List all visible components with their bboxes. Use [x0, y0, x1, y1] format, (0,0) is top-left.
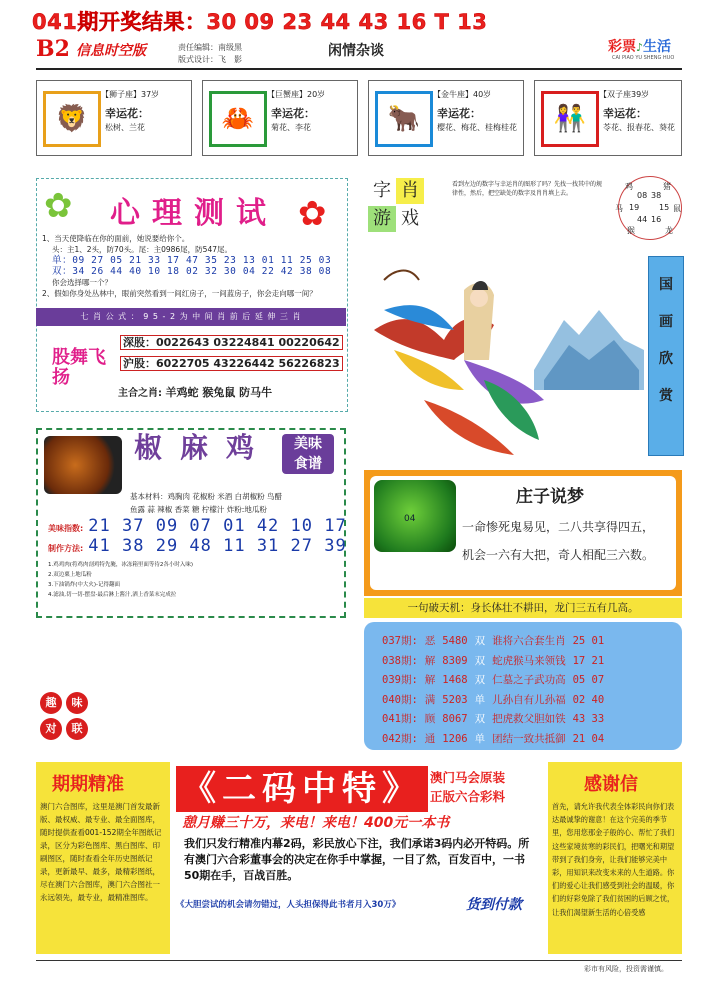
- thanks-letter-title: 感谢信: [584, 774, 638, 795]
- ingredients-line-1: 基本材料：鸡胸肉 花椒粉 米酒 白胡椒粉 鸟醋: [130, 492, 283, 501]
- zhuangzi-title: 庄子说梦: [516, 487, 584, 507]
- circle-number: 38: [651, 191, 662, 200]
- circle-number: 19: [629, 203, 640, 212]
- history-row: [382, 730, 611, 750]
- painting-title-char: 画: [659, 314, 673, 330]
- circle-label: 猴: [627, 226, 635, 235]
- history-cell: 05 07: [572, 674, 605, 686]
- puzzle-cell: 字: [373, 180, 391, 201]
- macau-line-1: 澳门马会原装: [430, 770, 506, 785]
- main-zodiac-line: [118, 384, 272, 400]
- flower-icon: ✿: [298, 194, 327, 234]
- precise-title: 期期精准: [52, 774, 124, 795]
- history-row: [382, 671, 611, 691]
- zodiac-circle-diagram: [615, 176, 682, 240]
- recipe-title: 椒麻鸡: [134, 431, 273, 464]
- brand-accent: 生活: [643, 39, 672, 55]
- zodiac-flowers: 樱花、梅花、桂梅桂花: [437, 123, 517, 132]
- ingredients-line-2: 鱼露 蒜 辣椒 香菜 糖 柠檬汁 炸粉:地瓜粉: [130, 505, 267, 514]
- stock-dance-logo-text: 股舞飞扬: [52, 347, 106, 388]
- history-cell: 037期:: [382, 635, 418, 647]
- stock-dance-logo: [52, 348, 112, 388]
- step-3: 3.下油锅炸(中大火)-记得翻面: [48, 582, 121, 588]
- history-cell: 041期:: [382, 713, 418, 725]
- circle-number: 44: [637, 215, 648, 224]
- zhuangzi-line-1: 一命惨死鬼易见，二八共享得四五，: [462, 520, 655, 534]
- history-cell: 仁墓之子武功高: [492, 674, 566, 686]
- ad-bottom-slogan: 《大胆尝试的机会请勿错过，人头担保得此书者月入30万》: [176, 900, 401, 910]
- lantern-icon: 联: [66, 718, 88, 740]
- history-row: [382, 632, 611, 652]
- history-cell: 恶: [424, 635, 436, 647]
- puzzle-cell: 游: [368, 206, 396, 232]
- history-cell: 团结一致共抵御: [492, 732, 566, 745]
- circle-label: 鸡: [625, 182, 633, 191]
- zodiac-flowers: 苓花、报春花、葵花: [603, 123, 675, 132]
- formula-bar: 七 肖 公 式 ： 9 5 - 2 为 中 间 肖 前 后 延 伸 三 肖: [36, 308, 346, 326]
- painting-title-banner: [648, 256, 684, 456]
- history-row: [382, 652, 611, 672]
- zhuangzi-hint: 一句破天机：身长体壮不耕田，龙门三五有几高。: [364, 598, 682, 618]
- dish-photo: [44, 436, 122, 494]
- even-number-row: 双：34 26 44 40 10 18 02 32 30 04 22 42 38 08: [52, 266, 332, 277]
- masthead: 信息时空版: [76, 43, 146, 59]
- psych-test-body: [42, 233, 342, 299]
- leaf-number: 04: [404, 514, 416, 524]
- twins-icon: 👫: [541, 91, 599, 147]
- index-numbers: 21 37 09 07 01 42 10 17: [88, 516, 347, 536]
- index-label: 美味指数:: [48, 524, 84, 533]
- history-row: [382, 710, 611, 730]
- history-cell: 儿孙自有儿孙福: [492, 693, 566, 706]
- circle-label: 龙: [665, 226, 673, 235]
- circle-number: 08: [637, 191, 648, 200]
- circle-number: 16: [651, 215, 662, 224]
- stock-numbers: [120, 334, 343, 376]
- history-cell: 解: [424, 654, 436, 667]
- painting-title-char: 欣: [659, 351, 673, 367]
- shenzhen-line: 深股：0022643 03224841 00220642: [120, 335, 343, 350]
- history-cell: 040期:: [382, 693, 418, 706]
- method-numbers: 41 38 29 48 11 31 27 39: [88, 536, 347, 556]
- history-cell: 双: [474, 654, 486, 667]
- step-1: 1.鸡鸡肉(将鸡肉剖鸡特先腌，冰冻箱里面等待2各小时入味): [48, 562, 194, 568]
- head-tail-line: 头：主1、2头，防70头。尾：主0986尾，防547尾。: [52, 245, 232, 254]
- section-title: 闲情杂谈: [328, 43, 384, 59]
- history-cell: 042期:: [382, 732, 418, 745]
- question-1: 1、当天使降临在你的面前，她说要给你个。: [42, 234, 190, 243]
- crab-icon: 🦀: [209, 91, 267, 147]
- step-2: 2.双边粟上地瓜粉: [48, 572, 92, 578]
- tasty-recipe-badge: [282, 434, 334, 474]
- zodiac-card-taurus: [368, 80, 524, 156]
- history-cell: 双: [474, 635, 486, 647]
- editor-credit: 责任编辑：南级黑: [178, 43, 242, 52]
- method-label: 制作方法:: [48, 544, 84, 553]
- history-cell: 解: [424, 674, 436, 686]
- zodiac-card-leo: [36, 80, 192, 156]
- two-code-title: 《二码中特》: [176, 766, 428, 812]
- clover-icon: ✿: [44, 186, 73, 226]
- word-puzzle: [366, 178, 450, 234]
- history-cell: 21 04: [572, 732, 605, 745]
- badge-line-2: 食谱: [294, 456, 322, 472]
- page-code: B2: [36, 36, 70, 62]
- recipe-steps: [48, 560, 328, 600]
- badge-line-1: 美味: [294, 436, 322, 452]
- history-cell: 通: [424, 732, 436, 745]
- designer-credit: 版式设计：飞 影: [178, 55, 242, 64]
- lantern-icon: 对: [40, 718, 62, 740]
- zodiac-name: 【金牛座】40岁: [433, 90, 492, 99]
- cash-on-delivery: 货到付款: [466, 897, 522, 913]
- zodiac-card-cancer: [202, 80, 358, 156]
- brand-name: 彩票: [608, 39, 636, 55]
- question-2: 2、假如你身处丛林中，眼前突然看到一间红房子，一间蓝房子，你会走向哪一间？: [42, 289, 317, 298]
- zodiac-flowers: 菊花、李花: [271, 123, 311, 132]
- macau-label: [430, 768, 550, 806]
- puzzle-cell: 戏: [401, 208, 419, 229]
- history-cell: 038期:: [382, 654, 418, 667]
- bull-icon: 🐂: [375, 91, 433, 147]
- monthly-slogan: 憩月赚三十万，来电！来电！400元一本书: [182, 815, 450, 831]
- history-cell: 43 33: [572, 713, 605, 725]
- zodiac-card-gemini: [534, 80, 682, 156]
- brand-logo: [608, 36, 671, 56]
- zodiac-luck-label: 幸运花：: [603, 107, 647, 120]
- zodiac-luck-label: 幸运花：: [437, 107, 481, 120]
- painting-title-char: 赏: [659, 388, 673, 404]
- history-cell: 双: [474, 713, 486, 725]
- step-4: 4.滤油,切一切-摆盘-最后淋上酱汁,洒上香菜末完成拉: [48, 592, 177, 598]
- footer-divider: [36, 960, 682, 961]
- lotus-leaf-image: [374, 480, 456, 552]
- ad-main-text: 我们只发行精准内幕2码，彩民放心下注，我们承诺3码内必开特码。所有澳门六合彩董事会的决定在你手中掌握，一目了然，百发百中，一书50期在手，百战百胜。: [184, 837, 530, 882]
- ingredients: [130, 490, 330, 516]
- history-cell: 1468: [442, 674, 468, 686]
- history-cell: 5203: [442, 693, 468, 706]
- phoenix-fairy-painting: [364, 250, 644, 460]
- history-cell: 5480: [442, 635, 468, 647]
- lion-icon: 🦁: [43, 91, 101, 147]
- history-cell: 25 01: [572, 635, 605, 647]
- history-cell: 单: [474, 732, 486, 745]
- psych-test-title: 心理测试: [110, 196, 278, 231]
- puzzle-cell: 肖: [396, 178, 424, 204]
- history-list: [382, 632, 611, 749]
- risk-disclaimer: 彩市有风险，投资需谨慎。: [584, 965, 668, 973]
- zodiac-luck-label: 幸运花：: [271, 107, 315, 120]
- header-divider: [36, 68, 682, 70]
- history-cell: 蛇虎猴马来领钱: [492, 654, 566, 667]
- zodiac-name: 【双子座39岁: [599, 90, 650, 99]
- lottery-result-banner: 041期开奖结果：30 09 23 44 43 16 T 13: [32, 10, 488, 34]
- precise-text: 澳门六合图库，这里是澳门首发最新版、最权威、最专业、最全面图库，随时提供查看001-152期全年图纸记录，区分为彩色图库、黑白图库、印刷图区，随时查看全年历史图纸记录，更新最早、最多，最精彩图纸，尽在澳门六合图库，澳门六合图社一永远领先，最专业，最精准图库。: [40, 802, 162, 902]
- zhuangzi-line-2: 机会一六有大把，奇人相配三六数。: [462, 548, 655, 562]
- puzzle-description: 看到左边的数字与幸运肖的图形了吗？先找一找其中的规律性，然后，把空缺处的数字及肖肖填上去。: [452, 181, 603, 197]
- history-cell: 顾: [424, 713, 436, 725]
- history-cell: 满: [424, 693, 436, 706]
- zodiac-name: 【巨蟹座】20岁: [267, 90, 326, 99]
- painting-title-char: 国: [659, 277, 673, 293]
- main-zodiac-label: 主合之肖:: [118, 388, 162, 399]
- circle-label: 猪: [663, 182, 671, 191]
- history-cell: 谁将六合套生肖: [492, 635, 566, 647]
- circle-number: 15: [659, 203, 670, 212]
- brand-leaf-icon: ♪: [636, 41, 644, 54]
- circle-label: 鼠: [673, 204, 681, 213]
- lantern-icon: 趣: [40, 692, 62, 714]
- macau-line-2: 正版六合彩料: [430, 789, 506, 804]
- shanghai-line: 沪股：6022705 43226442 56226823: [120, 356, 343, 371]
- history-cell: 8067: [442, 713, 468, 725]
- question-1-end: 你会选择哪一个？: [52, 278, 112, 287]
- history-cell: 17 21: [572, 654, 605, 667]
- history-cell: 双: [474, 674, 486, 686]
- history-cell: 单: [474, 693, 486, 706]
- circle-label: 马: [615, 204, 623, 213]
- history-cell: 02 40: [572, 693, 605, 706]
- odd-number-row: 单：09 27 05 21 33 17 47 35 23 13 01 11 25 03: [52, 255, 332, 266]
- brand-subtitle: CAI PIAO YU SHENG HUO: [612, 55, 675, 61]
- recipe-numbers: [48, 516, 347, 556]
- history-cell: 039期:: [382, 674, 418, 686]
- zodiac-flowers: 松树、兰花: [105, 123, 145, 132]
- zodiac-name: 【狮子座】37岁: [101, 90, 160, 99]
- thanks-letter-text: 首先，请允许我代表全体彩民向你们表达最诚挚的谢意！在这个完美的季节里，您用您那金子般的心、帮忙了我们这些家境贫寒的彩民们，把曙光和期望带到了我们身旁，让我们能够完美中彩，用知识来改变未来的人生道路。你们的爱心让我们感受到社会的温暖，你们的好彩免除了我们贫困的后顾之忧，让我们渴望新生活的心倍受感: [552, 802, 675, 917]
- history-row: [382, 691, 611, 711]
- history-cell: 把虎救父胆如铁: [492, 713, 566, 725]
- history-cell: 1206: [442, 732, 468, 745]
- main-zodiac-values: 羊鸡蛇 猴兔鼠 防马牛: [165, 386, 273, 399]
- zodiac-luck-label: 幸运花：: [105, 107, 149, 120]
- history-cell: 8309: [442, 654, 468, 667]
- lantern-icon: 味: [66, 692, 88, 714]
